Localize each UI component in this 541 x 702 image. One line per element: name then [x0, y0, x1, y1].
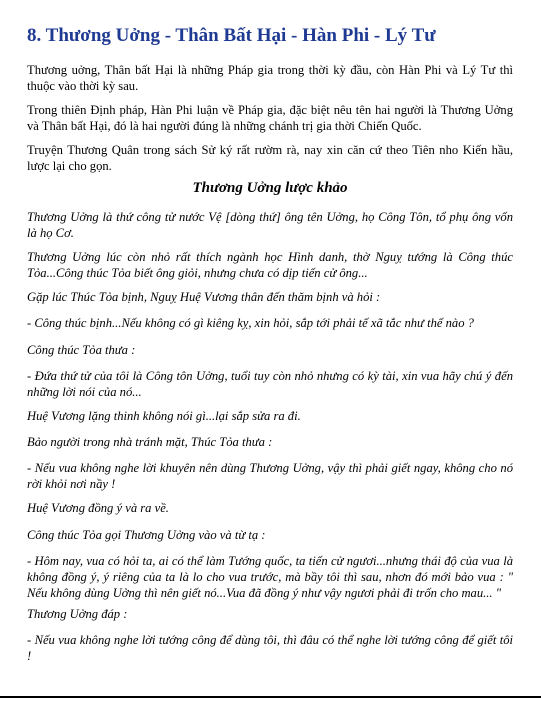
body-paragraph-2: Thương Uởng lúc còn nhỏ rất thích ngành học Hình danh, thờ Nguỵ tướng là Công thúc Tỏa...Công thúc Tỏa biết ông giỏi, nhưng chưa có dịp tiến cử ông...: [27, 250, 513, 280]
intro-paragraph-1: Thương uởng, Thân bất Hại là những Pháp gia trong thời kỳ đầu, còn Hàn Phi và Lý Tư thì thuộc vào thời kỳ sau.: [27, 63, 513, 93]
intro-paragraph-2: Trong thiên Định pháp, Hàn Phi luận về Pháp gia, đặc biệt nêu tên hai người là Thương Uởng và Thân bất Hại, đó là hai người đúng là những chánh trị gia thời Chiến Quốc.: [27, 103, 513, 133]
intro-paragraph-3: Truyện Thương Quân trong sách Sử ký rất rườm rà, nay xin căn cứ theo Tiên nho Kiến hầu, lược lại cho gọn.: [27, 143, 513, 173]
section-subheading: Thương Uởng lược khảo: [192, 180, 348, 196]
body-paragraph-12: - Hôm nay, vua có hỏi ta, ai có thể làm Tướng quốc, ta tiến cử ngươi...nhưng thái độ của vua là không đồng ý, ý riêng của ta là lo cho vua trước, mà bầy tôi thì sau, nhơn đó mới bảo vua : " Nếu không dùng Uởng thì nên giết nó...Vua đã đồng ý như vậy ngươi phải đi trốn cho mau... ": [27, 554, 513, 600]
body-paragraph-3: Gặp lúc Thúc Tỏa bịnh, Nguỵ Huệ Vương thân đến thăm bịnh và hỏi :: [27, 290, 381, 304]
body-paragraph-13: Thương Uởng đáp :: [27, 607, 128, 621]
body-paragraph-4: - Công thúc bịnh...Nếu không có gì kiêng kỵ, xin hỏi, sắp tới phải tế xã tắc như thế nào ?: [27, 316, 474, 330]
body-paragraph-9: - Nếu vua không nghe lời khuyên nên dùng Thương Uởng, vậy thì phải giết ngay, không cho nó rời khỏi nơi nầy !: [27, 461, 513, 491]
body-paragraph-6: - Đứa thứ tử của tôi là Công tôn Uởng, tuổi tuy còn nhỏ nhưng có kỳ tài, xin vua hãy chú ý đến những lời nói của nó...: [27, 369, 513, 399]
body-paragraph-8: Bảo người trong nhà tránh mặt, Thúc Tỏa thưa :: [27, 435, 273, 449]
chapter-heading: 8. Thương Uởng - Thân Bất Hại - Hàn Phi - Lý Tư: [27, 25, 436, 46]
body-paragraph-7: Huệ Vương lặng thinh không nói gì...lại sắp sửa ra đi.: [27, 409, 301, 423]
body-paragraph-10: Huệ Vương đồng ý và ra về.: [27, 501, 169, 515]
body-paragraph-14: - Nếu vua không nghe lời tướng công để dùng tôi, thì đâu có thể nghe lời tướng công để giết tôi !: [27, 633, 513, 663]
body-paragraph-11: Công thúc Tỏa gọi Thương Uởng vào và từ tạ :: [27, 528, 266, 542]
body-paragraph-5: Công thúc Tỏa thưa :: [27, 343, 136, 357]
body-paragraph-1: Thương Uởng là thứ công tử nước Vệ [dòng thứ] ông tên Uởng, họ Công Tôn, tổ phụ ông vốn là họ Cơ.: [27, 210, 513, 240]
page-bottom-rule: [0, 696, 541, 698]
